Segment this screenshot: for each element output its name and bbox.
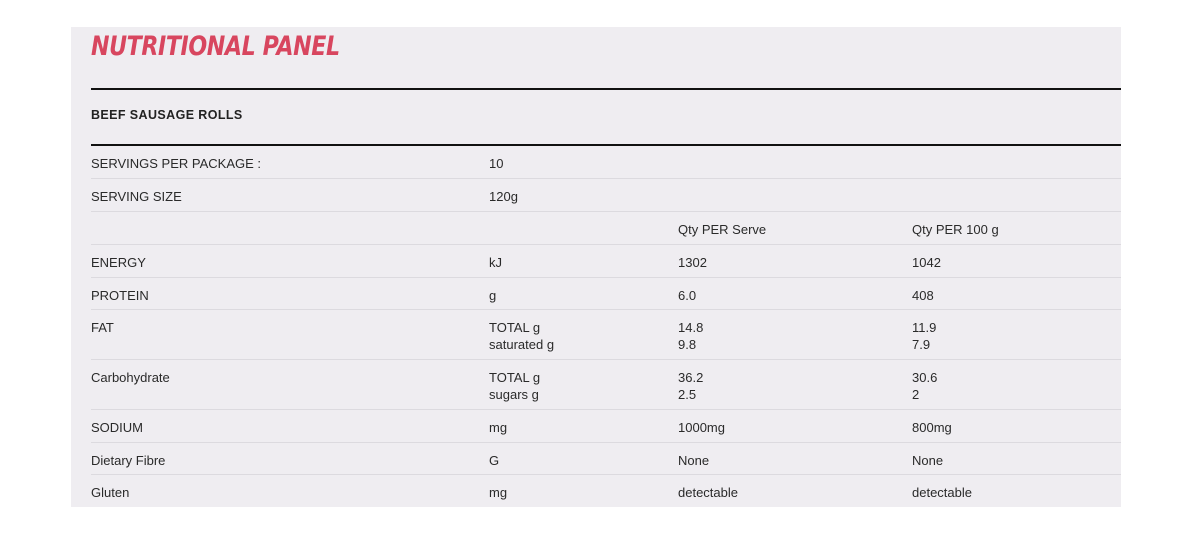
row-per-serve: 1302 [678,255,707,270]
row-per-100g [912,319,936,353]
row-unit: mg [489,485,508,500]
row-value-line: 2 [912,387,920,402]
row-label: Carbohydrate [91,370,170,385]
row-per-serve [678,369,703,403]
row-value-line: 30.6 [912,370,938,385]
row-value-line: 11.9 [912,320,937,335]
table-header-row [91,212,1121,245]
table-row [91,245,1121,278]
row-value-line: 14.8 [678,320,704,335]
row-label: Dietary Fibre [91,453,166,468]
row-per-serve: 6.0 [678,288,697,303]
divider [91,88,1121,90]
row-unit [489,319,554,353]
row-unit-line: sugars g [489,387,539,402]
table-row [91,179,1121,212]
row-unit: mg [489,420,508,435]
row-unit: 120g [489,189,518,204]
row-per-serve: 1000mg [678,420,725,435]
row-per-serve [678,319,703,353]
panel-title: NUTRITIONAL PANEL [91,31,340,62]
table-row [91,410,1121,443]
row-unit: kJ [489,255,502,270]
column-header-per-100g: Qty PER 100 g [912,222,999,237]
row-label: SERVING SIZE [91,189,182,204]
row-per-100g [912,369,937,403]
row-unit-line: TOTAL g [489,320,541,335]
column-header-per-serve: Qty PER Serve [678,222,767,237]
row-label: FAT [91,320,114,335]
row-unit: G [489,453,500,468]
row-per-serve: None [678,453,710,468]
row-label: SODIUM [91,420,143,435]
row-value-line: 36.2 [678,370,704,385]
table-row [91,475,1121,507]
row-label: ENERGY [91,255,146,270]
row-per-100g: 800mg [912,420,952,435]
row-value-line: 7.9 [912,337,931,352]
row-per-100g: detectable [912,485,972,500]
row-per-100g: 1042 [912,255,941,270]
table-row [91,278,1121,310]
table-row [91,310,1121,360]
row-unit: 10 [489,156,504,171]
product-name: BEEF SAUSAGE ROLLS [91,108,243,122]
table-row [91,443,1121,475]
row-unit: g [489,288,497,303]
row-label: Gluten [91,485,130,500]
nutritional-panel [71,27,1121,507]
row-unit-line: TOTAL g [489,370,541,385]
table-row [91,360,1121,410]
row-unit-line: saturated g [489,337,555,352]
table-row [91,146,1121,179]
row-label: PROTEIN [91,288,149,303]
row-per-100g: None [912,453,944,468]
row-label: SERVINGS PER PACKAGE : [91,156,262,171]
row-value-line: 9.8 [678,337,697,352]
row-value-line: 2.5 [678,387,697,402]
row-per-100g: 408 [912,288,934,303]
row-unit [489,369,540,403]
row-per-serve: detectable [678,485,738,500]
